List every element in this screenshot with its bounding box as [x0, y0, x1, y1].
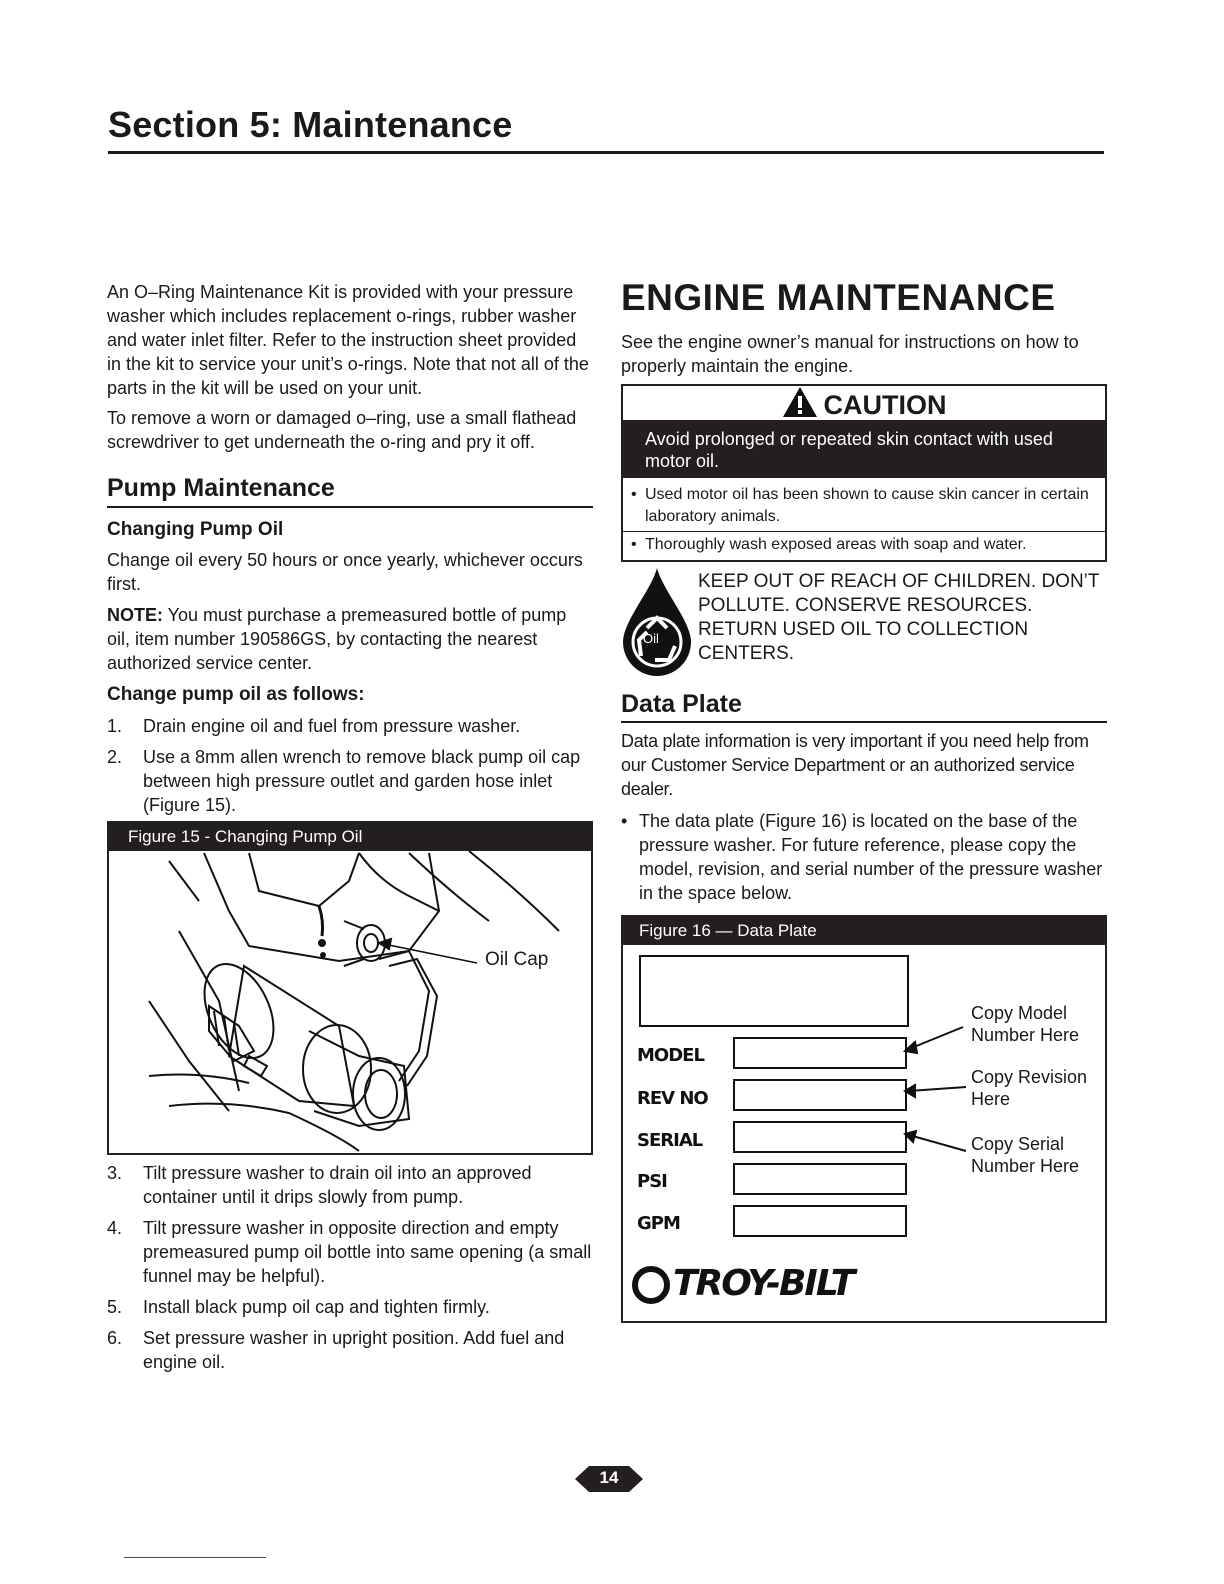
figure-15-illustration	[109, 851, 591, 1153]
section-title: Section 5: Maintenance	[108, 104, 513, 145]
list-item: • Thoroughly wash exposed areas with soap and water.	[623, 531, 1105, 556]
caution-box	[621, 384, 1107, 562]
model-label: MODEL	[637, 1045, 704, 1066]
list-item: 1. Drain engine oil and fuel from pressure washer.	[107, 716, 521, 736]
note-text: You must purchase a premeasured bottle of pump oil, item number 190586GS, by contacting the nearest authorized service center.	[107, 605, 567, 673]
note-paragraph	[107, 603, 593, 675]
list-item: • Used motor oil has been shown to cause skin cancer in certain laboratory animals.	[631, 484, 1097, 528]
changing-pump-oil-heading: Changing Pump Oil	[107, 519, 284, 540]
caution-list	[623, 478, 1105, 560]
data-plate-heading-rule	[621, 721, 1107, 723]
data-plate-bullets	[621, 809, 1107, 905]
list-item: 4. Tilt pressure washer in opposite direction and empty premeasured pump oil bottle into same opening (a small funnel may be helpful).	[107, 1218, 592, 1286]
list-item: • The data plate (Figure 16) is located on the base of the pressure washer. For future reference, please copy the model, revision, and serial number of the pressure washer in the space below.	[621, 809, 1107, 905]
figure-16	[621, 915, 1107, 1323]
title-rule	[108, 151, 1104, 154]
engine-maintenance-title: ENGINE MAINTENANCE	[621, 277, 1056, 318]
change-every-text: Change oil every 50 hours or once yearly, whichever occurs first.	[107, 550, 583, 594]
engine-paragraph: See the engine owner’s manual for instructions on how to properly maintain the engine.	[621, 332, 1079, 376]
data-plate-heading: Data Plate	[621, 690, 742, 718]
figure-15	[107, 821, 593, 1155]
pump-drawing	[109, 851, 591, 1153]
steps-list-b	[107, 1161, 593, 1374]
rev-no-label: REV NO	[637, 1088, 708, 1109]
page-number-badge	[575, 1462, 643, 1496]
list-item: 3. Tilt pressure washer to drain oil into an approved container until it drips slowly from pump.	[107, 1163, 532, 1207]
oil-cap-callout: Oil Cap	[485, 949, 549, 970]
copy-model-callout: Copy Model Number Here	[971, 1003, 1080, 1045]
page-number: 14	[599, 1468, 619, 1487]
figure-15-title: Figure 15 - Changing Pump Oil	[109, 823, 591, 851]
right-column	[621, 278, 1107, 1323]
copy-serial-callout: Copy Serial Number Here	[971, 1134, 1080, 1176]
caution-header	[623, 386, 1105, 420]
note-label: NOTE:	[107, 605, 163, 625]
copy-revision-callout: Copy Revision Here	[971, 1067, 1088, 1109]
pump-heading-rule	[107, 506, 593, 508]
psi-label: PSI	[637, 1171, 667, 1192]
oil-notice	[621, 566, 1107, 678]
data-plate-illustration	[623, 945, 1105, 1321]
caution-warning-text: Avoid prolonged or repeated skin contact with used motor oil.	[623, 420, 1105, 478]
gpm-label: GPM	[637, 1213, 680, 1234]
list-item: 5. Install black pump oil cap and tighten firmly.	[107, 1297, 490, 1317]
troy-bilt-logo: TROY-BILT	[673, 1263, 854, 1304]
figure-16-title: Figure 16 — Data Plate	[623, 917, 1105, 945]
oil-icon-label: Oil	[643, 631, 659, 646]
list-item: 6. Set pressure washer in upright position. Add fuel and engine oil.	[107, 1328, 565, 1372]
data-plate-paragraph: Data plate information is very important if you need help from our Customer Service Department or an authorized service dealer.	[621, 731, 1089, 799]
pump-maintenance-heading: Pump Maintenance	[107, 474, 335, 502]
intro-paragraph-2: To remove a worn or damaged o–ring, use a small flathead screwdriver to get underneath the o-ring and pry it off.	[107, 408, 577, 452]
steps-list-a	[107, 714, 593, 817]
list-item: 2. Use a 8mm allen wrench to remove black pump oil cap between high pressure outlet and garden hose inlet (Figure 15).	[107, 747, 581, 815]
oil-notice-text: KEEP OUT OF REACH OF CHILDREN. DON’T POLLUTE. CONSERVE RESOURCES. RETURN USED OIL TO COLLECTION CENTERS.	[698, 571, 1100, 664]
intro-paragraph-1: An O–Ring Maintenance Kit is provided with your pressure washer which includes replacement o-rings, rubber washer and water inlet filter. Refer to the instruction sheet provided in the kit to service your unit’s o-rings. Note that not all of the parts in the kit will be used on your unit.	[107, 282, 589, 398]
footer-link-rule	[124, 1557, 266, 1558]
caution-heading: CAUTION	[823, 390, 947, 420]
change-as-follows-heading: Change pump oil as follows:	[107, 684, 365, 705]
warning-triangle-icon	[782, 386, 818, 418]
oil-drop-recycle-icon	[621, 566, 693, 678]
serial-label: SERIAL	[637, 1130, 703, 1151]
left-column	[107, 280, 593, 1381]
